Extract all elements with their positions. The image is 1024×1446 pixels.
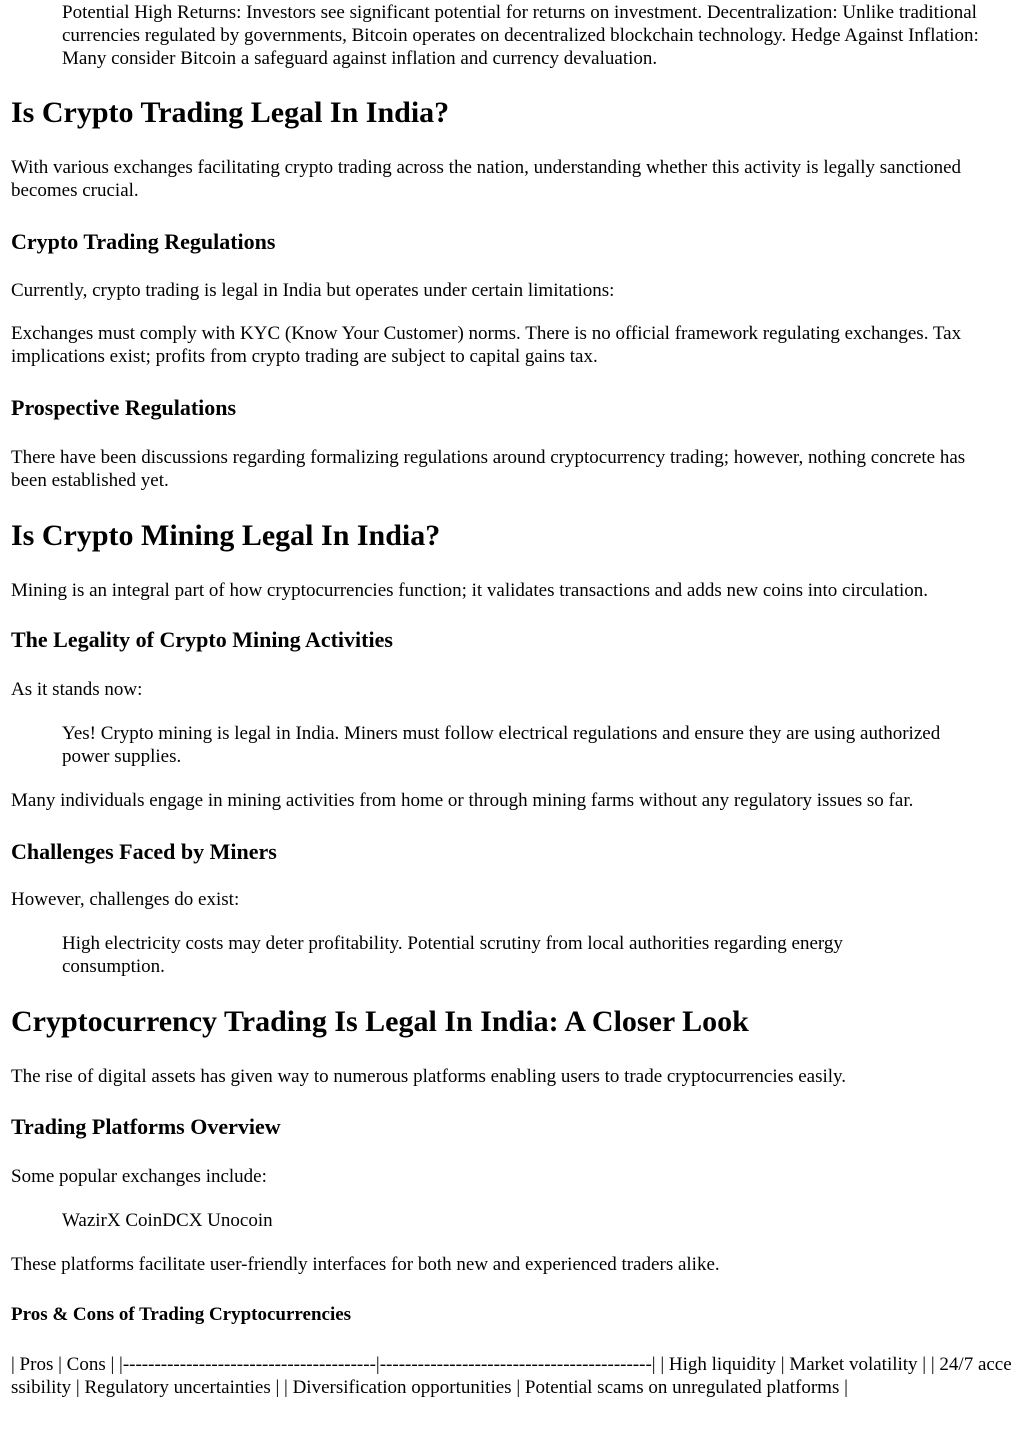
paragraph-platforms-text: These platforms facilitate user-friendly interfaces for both new and experienced traders alike. — [11, 1254, 720, 1275]
heading-mining-challenges: Challenges Faced by Miners — [11, 839, 277, 864]
intro-quote: Potential High Returns: Investors see significant potential for returns on investment. Decentralization: Unlike traditional currencies regulated by governments, Bitcoin operates on decentralized blockchain technology. Hedge Against Inflation: Many consider Bitcoin a safeguard against inflation and currency devaluation. — [62, 2, 979, 69]
heading-prospective-regulations: Prospective Regulations — [11, 395, 237, 420]
heading-pros-cons: Pros & Cons of Trading Cryptocurrencies — [11, 1304, 352, 1325]
paragraph-mining-intro: Mining is an integral part of how cryptocurrencies function; it validates transactions and adds new coins into circulation. — [11, 580, 929, 601]
paragraph-trading-intro: With various exchanges facilitating crypto trading across the nation, understanding whether this activity is legally sanctioned becomes crucial. — [11, 157, 962, 201]
paragraph-prospective: There have been discussions regarding formalizing regulations around cryptocurrency trading; however, nothing concrete has been established yet. — [11, 447, 966, 491]
platforms-quote: WazirX CoinDCX Unocoin — [62, 1210, 273, 1231]
paragraph-challenges-intro: However, challenges do exist: — [11, 889, 240, 910]
heading-closer-look: Cryptocurrency Trading Is Legal In India: A Closer Look — [11, 1005, 749, 1038]
heading-trading-platforms: Trading Platforms Overview — [11, 1114, 281, 1139]
paragraph-legality-text: Many individuals engage in mining activities from home or through mining farms without any regulatory issues so far. — [11, 790, 914, 811]
paragraph-legality-intro: As it stands now: — [11, 679, 143, 700]
heading-trading-regulations: Crypto Trading Regulations — [11, 229, 276, 254]
paragraph-closer-intro: The rise of digital assets has given way to numerous platforms enabling users to trade cryptocurrencies easily. — [11, 1066, 847, 1087]
pros-cons-table-text: | Pros | Cons | |----------------------------------------|-------------------------------------------| | High liquidity | Market volatility | | 24/7 accessibility | Regulatory uncertainties | | Diversification opportunities | Potential scams on unregulated platforms | — [11, 1354, 1012, 1398]
heading-trading-legal: Is Crypto Trading Legal In India? — [11, 96, 450, 129]
legality-quote: Yes! Crypto mining is legal in India. Miners must follow electrical regulations and ensure they are using authorized power supplies. — [62, 723, 941, 767]
paragraph-regulations-list: Exchanges must comply with KYC (Know Your Customer) norms. There is no official framework regulating exchanges. Tax implications exist; profits from crypto trading are subject to capital gains tax. — [11, 323, 962, 367]
heading-mining-legality: The Legality of Crypto Mining Activities — [11, 627, 393, 652]
paragraph-platforms-intro: Some popular exchanges include: — [11, 1166, 267, 1187]
heading-mining-legal: Is Crypto Mining Legal In India? — [11, 519, 441, 552]
paragraph-regulations-intro: Currently, crypto trading is legal in India but operates under certain limitations: — [11, 280, 615, 301]
challenges-quote: High electricity costs may deter profitability. Potential scrutiny from local authorities regarding energy consumption. — [62, 933, 843, 977]
